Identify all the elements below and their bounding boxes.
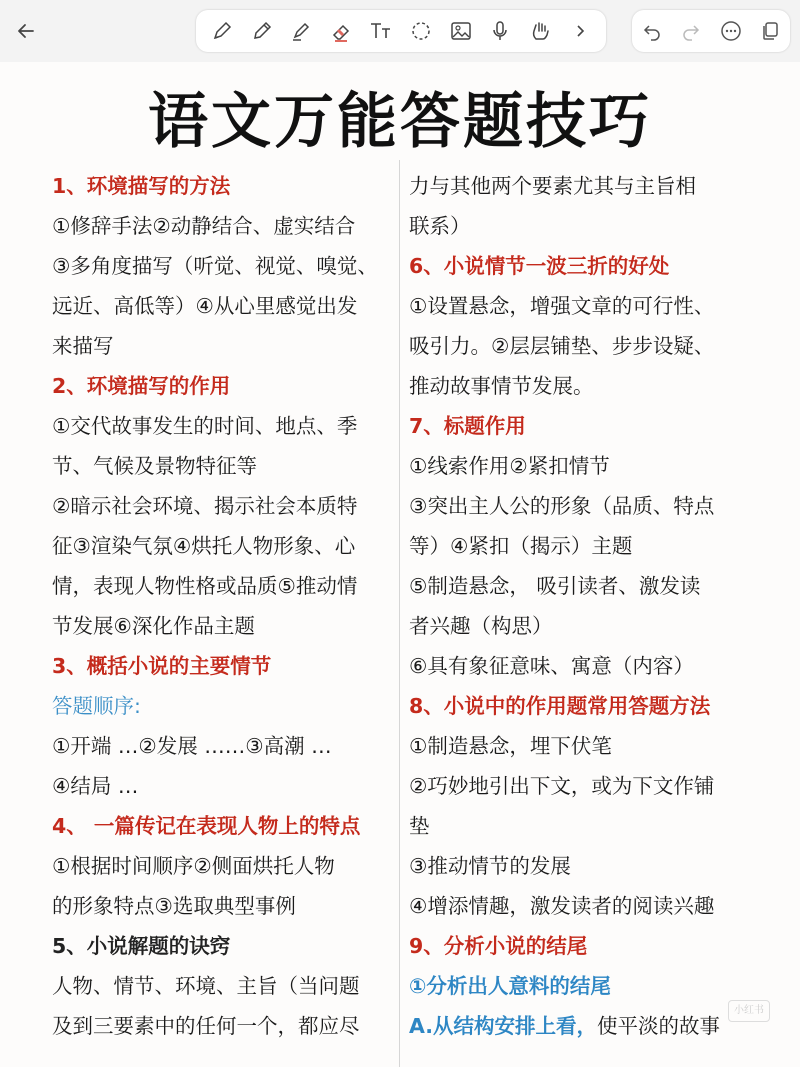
lasso-icon [409,19,433,43]
undo-button[interactable] [635,14,669,48]
watermark-logo: 小红书 [728,1000,770,1022]
gesture-icon [528,19,552,43]
chevron-right-icon [570,21,590,41]
text-tool-icon [368,19,394,43]
history-tools [632,10,790,52]
text-line: 垫 [409,814,430,838]
text-line: ②暗示社会环境、揭示社会本质特 [52,494,358,518]
pencil-icon [250,19,274,43]
text-line: ③突出主人公的形象（品质、特点 [409,494,715,518]
text-line: 力与其他两个要素尤其与主旨相 [409,174,696,198]
section-heading: 6、小说情节一波三折的好处 [409,254,670,278]
text-line: 征③渲染气氛④烘托人物形象、心 [52,534,356,558]
section-heading: 2、环境描写的作用 [52,374,231,398]
text-line: 吸引力。②层层铺垫、步步设疑、 [409,334,715,358]
text-line: ①根据时间顺序②侧面烘托人物 [52,854,335,878]
text-line: 推动故事情节发展。 [409,374,594,398]
arrow-left-icon [15,20,37,42]
section-heading: 1、环境描写的方法 [52,174,231,198]
section-heading: 4、 一篇传记在表现人物上的特点 [52,814,361,838]
highlighter-tool[interactable] [284,14,318,48]
left-column [52,166,404,1046]
redo-icon [680,20,702,42]
text-line [409,1006,765,1046]
text-tool[interactable] [364,14,398,48]
text-line: ②巧妙地引出下文，或为下文作铺 [409,774,715,798]
undo-icon [641,20,663,42]
text-line: ①线索作用②紧扣情节 [409,454,610,478]
text-line: 人物、情节、环境、主旨（当问题 [52,974,360,998]
text-line: ⑥具有象征意味、寓意（内容） [409,654,694,678]
text-line: 节发展⑥深化作品主题 [52,614,255,638]
image-icon [449,19,473,43]
text-line: ③多角度描写（听觉、视觉、嗅觉、 [52,254,378,278]
text-line: ③推动情节的发展 [409,854,571,878]
text-line: 节、气候及景物特征等 [52,454,257,478]
section-heading: 8、小说中的作用题常用答题方法 [409,694,711,718]
voice-tool[interactable] [483,14,517,48]
text-line: 来描写 [52,334,114,358]
drawing-tools [196,10,606,52]
text-line: ④增添情趣，激发读者的阅读兴趣 [409,894,715,918]
text-line: 情，表现人物性格或品质⑤推动情 [52,574,358,598]
text-line: ①开端 …②发展 ……③高潮 … [52,734,332,758]
text-line: ①交代故事发生的时间、地点、季 [52,414,358,438]
back-button[interactable] [8,13,44,49]
highlighter-icon [289,19,313,43]
redo-button[interactable] [674,14,708,48]
more-button[interactable] [714,14,748,48]
microphone-icon [488,19,512,43]
text-line: ①修辞手法②动静结合、虚实结合 [52,214,356,238]
image-tool[interactable] [444,14,478,48]
right-column [409,166,765,1046]
page-title: 语文万能答题技巧 [148,87,652,157]
pencil-tool[interactable] [245,14,279,48]
gesture-tool[interactable] [523,14,557,48]
copy-icon [759,20,781,42]
text-line: ⑤制造悬念， 吸引读者、激发读 [409,574,701,598]
text-line: 者兴趣（构思） [409,614,553,638]
text-line: ④结局 … [52,774,139,798]
text-line: 远近、高低等）④从心里感觉出发 [52,294,358,318]
eraser-icon [329,19,353,43]
text-line: 及到三要素中的任何一个，都应尽 [52,1014,360,1038]
section-heading: 7、标题作用 [409,414,526,438]
text-line: ①分析出人意料的结尾 [409,974,611,998]
text-line: 等）④紧扣（揭示）主题 [409,534,633,558]
text-line: ①设置悬念，增强文章的可行性、 [409,294,715,318]
more-tools-button[interactable] [563,14,597,48]
section-heading: 3、概括小说的主要情节 [52,654,272,678]
copy-button[interactable] [753,14,787,48]
more-icon [719,19,743,43]
lasso-tool[interactable] [404,14,438,48]
pen-tool[interactable] [205,14,239,48]
section-heading: 5、小说解题的诀窍 [52,934,231,958]
eraser-tool[interactable] [324,14,358,48]
text-line: ①制造悬念，埋下伏笔 [409,734,612,758]
text-line: 答题顺序: [52,694,141,718]
text-span: 使平淡的故事 [597,1014,721,1038]
highlight-text: A.从结构安排上看， [409,1014,598,1038]
text-line: 的形象特点③选取典型事例 [52,894,296,918]
section-heading: 9、分析小说的结尾 [409,934,588,958]
text-line: 联系） [409,214,471,238]
pen-icon [210,19,234,43]
top-toolbar [0,0,800,62]
